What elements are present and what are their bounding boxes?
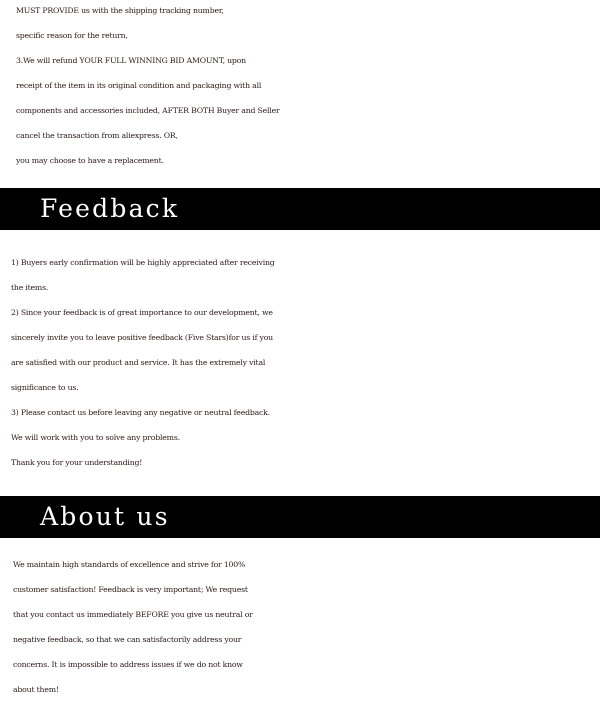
returns-line: specific reason for the return, [16, 31, 128, 40]
feedback-line: Thank you for your understanding! [11, 458, 143, 467]
feedback-section-header [0, 188, 600, 230]
feedback-section-text [11, 250, 600, 475]
returns-line: you may choose to have a replacement. [16, 156, 164, 165]
returns-policy-text [16, 0, 600, 173]
returns-line: receipt of the item in its original condition and packaging with all [16, 81, 262, 90]
feedback-line: significance to us. [11, 383, 79, 392]
about-line: customer satisfaction! Feedback is very important; We request [13, 585, 248, 594]
feedback-line: 3) Please contact us before leaving any negative or neutral feedback. [11, 408, 270, 417]
about-line: We maintain high standards of excellence and strive for 100% [13, 560, 246, 569]
returns-line: 3.We will refund YOUR FULL WINNING BID AMOUNT, upon [16, 56, 246, 65]
returns-line: components and accessories included, AFTER BOTH Buyer and Seller [16, 106, 280, 115]
about-heading: About us [40, 502, 170, 531]
about-line: negative feedback, so that we can satisfactorily address your [13, 635, 242, 644]
about-line: that you contact us immediately BEFORE you give us neutral or [13, 610, 253, 619]
about-line: about them! [13, 685, 59, 694]
feedback-line: the items. [11, 283, 49, 292]
feedback-line: are satisfied with our product and service. It has the extremely vital [11, 358, 266, 367]
returns-line: MUST PROVIDE us with the shipping tracking number, [16, 6, 224, 15]
returns-line: cancel the transaction from aliexpress. OR, [16, 131, 178, 140]
about-line: concerns. It is impossible to address issues if we do not know [13, 660, 243, 669]
about-section-header [0, 496, 600, 538]
feedback-line: We will work with you to solve any problems. [11, 433, 180, 442]
feedback-line: 2) Since your feedback is of great importance to our development, we [11, 308, 273, 317]
feedback-heading: Feedback [40, 194, 180, 223]
feedback-line: sincerely invite you to leave positive feedback (Five Stars)for us if you [11, 333, 273, 342]
about-section-text [13, 552, 600, 702]
feedback-line: 1) Buyers early confirmation will be highly appreciated after receiving [11, 258, 275, 267]
